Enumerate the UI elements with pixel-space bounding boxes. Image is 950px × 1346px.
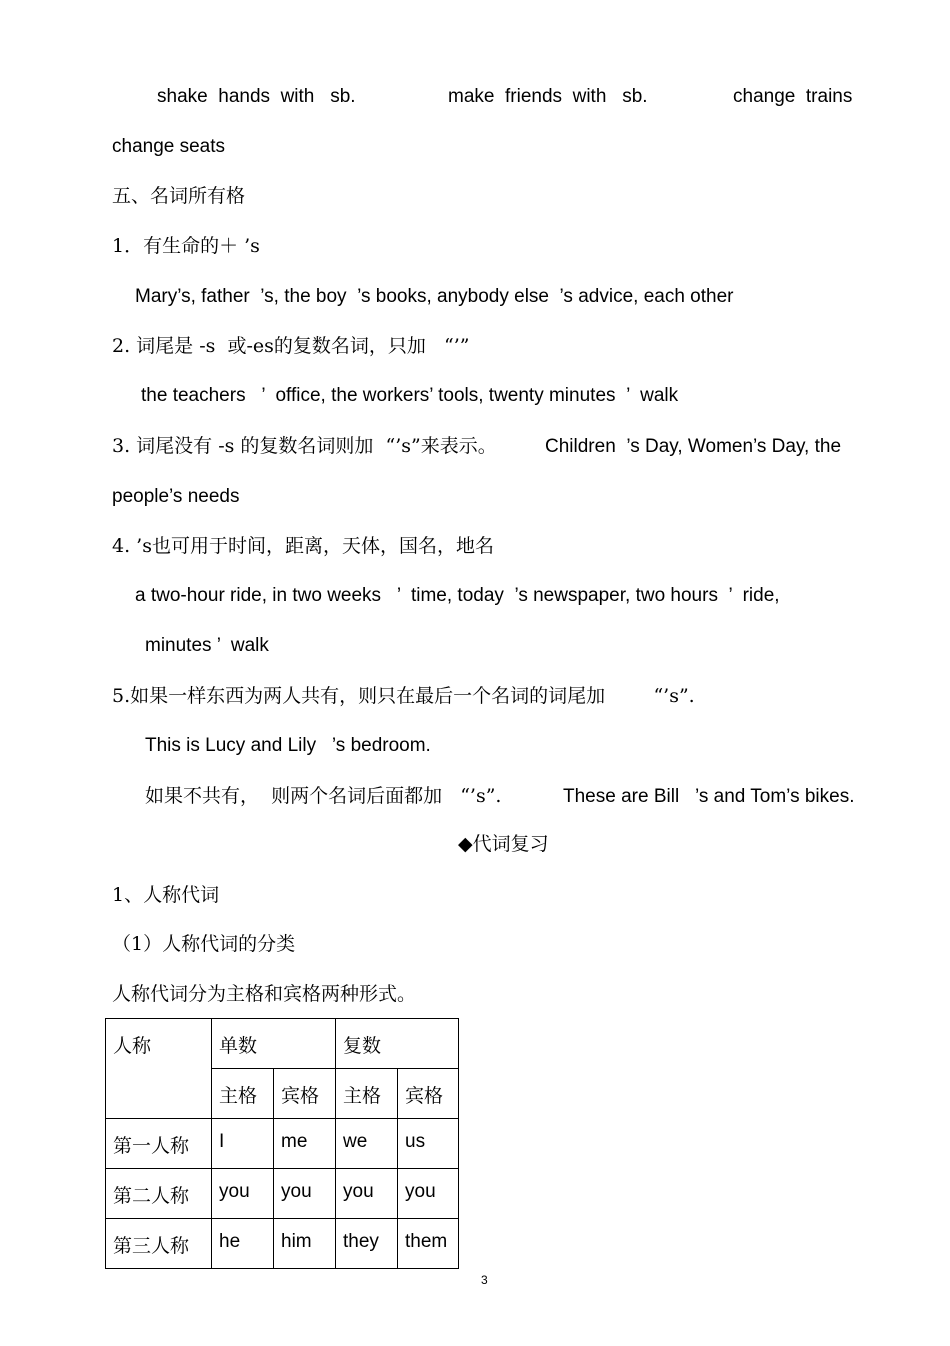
header-plural: 复数: [336, 1019, 459, 1069]
header-plural-object: 宾格: [398, 1069, 459, 1119]
table-cell: you: [212, 1169, 274, 1219]
rule-5-example: This is Lucy and Lily ’s bedroom.: [145, 735, 431, 756]
header-singular-subject: 主格: [212, 1069, 274, 1119]
table-row: [106, 1119, 459, 1169]
rule-1-label: 1．有生命的＋ ’s: [112, 235, 260, 257]
table-header-row: [106, 1019, 459, 1069]
row-person: 第一人称: [106, 1119, 212, 1169]
table-cell: him: [274, 1219, 336, 1269]
rule-4-example-b: minutes ’ walk: [145, 635, 269, 656]
table-row: [106, 1219, 459, 1269]
pronoun-table: [105, 1018, 459, 1269]
rule-5-note-example: These are Bill ’s and Tom’s bikes.: [563, 786, 855, 807]
table-cell: I: [212, 1119, 274, 1169]
phrase-change-seats: change seats: [112, 136, 226, 157]
header-singular: 单数: [212, 1019, 336, 1069]
pronoun-classification-heading: （1）人称代词的分类: [112, 933, 296, 955]
table-cell: you: [398, 1169, 459, 1219]
rule-4-label: 4. ’s也可用于时间，距离，天体，国名，地名: [112, 535, 494, 557]
row-person: 第二人称: [106, 1169, 212, 1219]
rule-3-example-a: Children ’s Day, Women’s Day, the: [545, 436, 842, 457]
rule-3-example-b: people’s needs: [112, 486, 240, 507]
phrase-shake-hands: shake hands with sb.: [157, 86, 356, 107]
rule-5-note: 如果不共有， 则两个名词后面都加 “’s”.: [145, 785, 502, 807]
header-plural-subject: 主格: [336, 1069, 398, 1119]
table-cell: me: [274, 1119, 336, 1169]
table-cell: us: [398, 1119, 459, 1169]
rule-5-label: 5.如果一样东西为两人共有，则只在最后一个名词的词尾加 “’s”.: [112, 685, 695, 707]
pronoun-review-title: ◆代词复习: [458, 833, 549, 855]
table-cell: we: [336, 1119, 398, 1169]
rule-1-example: Mary’s, father ’s, the boy ’s books, anybody else ’s advice, each other: [135, 286, 734, 307]
header-person: 人称: [106, 1019, 212, 1119]
section-heading-possessive: 五、名词所有格: [112, 185, 246, 207]
table-cell: they: [336, 1219, 398, 1269]
rule-2-example: the teachers ’ office, the workers’ tools, twenty minutes ’ walk: [141, 385, 679, 406]
phrase-make-friends: make friends with sb.: [448, 86, 648, 107]
rule-2-label: 2. 词尾是 -s 或-es的复数名词，只加 “’”: [112, 335, 470, 357]
table-cell: he: [212, 1219, 274, 1269]
rule-3-label: 3. 词尾没有 -s 的复数名词则加 “’s”来表示。: [112, 435, 497, 457]
table-row: [106, 1169, 459, 1219]
rule-4-example-a: a two-hour ride, in two weeks ’ time, today ’s newspaper, two hours ’ ride,: [135, 585, 780, 606]
table-cell: you: [336, 1169, 398, 1219]
page-number: 3: [481, 1273, 488, 1287]
personal-pronoun-heading: 1、人称代词: [112, 884, 220, 906]
table-cell: them: [398, 1219, 459, 1269]
phrase-change-trains: change trains: [733, 86, 853, 107]
row-person: 第三人称: [106, 1219, 212, 1269]
table-cell: you: [274, 1169, 336, 1219]
header-singular-object: 宾格: [274, 1069, 336, 1119]
pronoun-intro: 人称代词分为主格和宾格两种形式。: [112, 983, 417, 1005]
